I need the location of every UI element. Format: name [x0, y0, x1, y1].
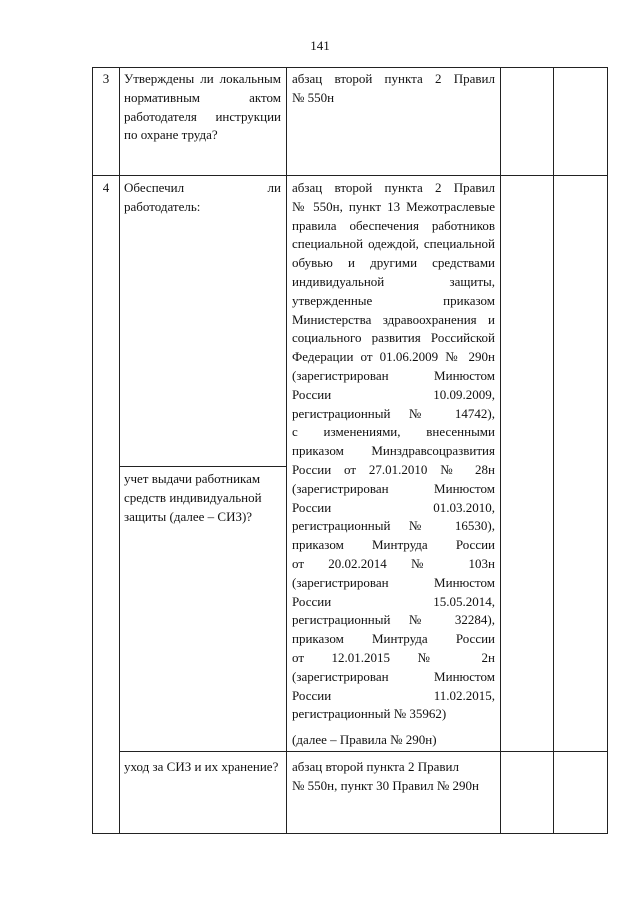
table-border-left	[92, 67, 93, 834]
question-line: средств индивидуальной	[124, 489, 262, 505]
question-line: защиты (далее – СИЗ)?	[124, 508, 253, 524]
reference-line: приказом Минтруда России	[292, 631, 495, 647]
reference-line: регистрационный № 35962)	[292, 706, 447, 722]
reference-tail: (далее – Правила № 290н)	[292, 732, 437, 747]
column-divider	[286, 67, 287, 834]
reference-line: (зарегистрирован Минюстом	[292, 574, 495, 590]
reference-line: правила обеспечения работников	[292, 217, 495, 233]
question-line: по охране труда?	[124, 127, 218, 143]
reference-line: России 10.09.2009,	[292, 386, 495, 402]
page-number: 141	[310, 38, 330, 53]
reference-line: (зарегистрирован Минюстом	[292, 668, 495, 684]
reference-line: России от 27.01.2010 № 28н	[292, 462, 495, 477]
reference-line: Федерации от 01.06.2009 № 290н	[292, 349, 495, 365]
question-line: уход за СИЗ и их хранение?	[124, 759, 279, 774]
reference-line: приказом Минздравсоцразвития	[292, 443, 495, 459]
reference-line: индивидуальной защиты,	[292, 274, 495, 289]
reference-line: России 01.03.2010,	[292, 499, 495, 515]
reference-line: социального развития Российской	[292, 330, 495, 346]
reference-line: утвержденные приказом	[292, 292, 495, 308]
reference-line: с изменениями, внесенными	[292, 424, 495, 440]
reference-line: регистрационный № 14742),	[292, 405, 495, 421]
reference-line: абзац второй пункта 2 Правил	[292, 180, 495, 195]
question-line: Утверждены ли локальным	[124, 71, 281, 86]
reference-line: (зарегистрирован Минюстом	[292, 480, 495, 496]
row-number: 4	[102, 180, 110, 195]
row-divider	[119, 466, 287, 467]
question-line: учет выдачи работникам	[124, 471, 261, 486]
row-number: 3	[102, 71, 110, 86]
reference-line: России 11.02.2015,	[292, 687, 495, 703]
row-divider	[119, 751, 608, 752]
reference-line: № 550н	[292, 89, 335, 105]
column-divider	[553, 67, 554, 834]
reference-line: абзац второй пункта 2 Правил	[292, 71, 495, 86]
reference-line: № 550н, пункт 13 Межотраслевые	[292, 198, 495, 214]
reference-line: Министерства здравоохранения и	[292, 311, 495, 327]
column-divider	[500, 67, 501, 834]
reference-line: регистрационный № 16530),	[292, 518, 495, 534]
reference-line: обувью и другими средствами	[292, 255, 495, 271]
reference-line: абзац второй пункта 2 Правил	[292, 759, 459, 774]
column-divider	[119, 67, 120, 834]
reference-line: (зарегистрирован Минюстом	[292, 368, 495, 383]
question-line: нормативным актом	[124, 89, 281, 105]
table-border-top	[92, 67, 608, 68]
table-border-bottom	[92, 833, 608, 834]
question-line: работодателя инструкции	[124, 108, 281, 124]
table-border-right	[607, 67, 608, 834]
row-divider	[92, 175, 608, 176]
reference-line: регистрационный № 32284),	[292, 612, 495, 628]
reference-line: от 20.02.2014 № 103н	[292, 556, 495, 571]
reference-line: № 550н, пункт 30 Правил № 290н	[292, 777, 479, 793]
question-line: работодатель:	[124, 198, 201, 214]
reference-line: приказом Минтруда России	[292, 537, 495, 553]
question-line: Обеспечил ли	[124, 180, 281, 195]
reference-line: России 15.05.2014,	[292, 593, 495, 609]
reference-line: от 12.01.2015 № 2н	[292, 650, 495, 665]
reference-line: специальной одеждой, специальной	[292, 236, 495, 252]
